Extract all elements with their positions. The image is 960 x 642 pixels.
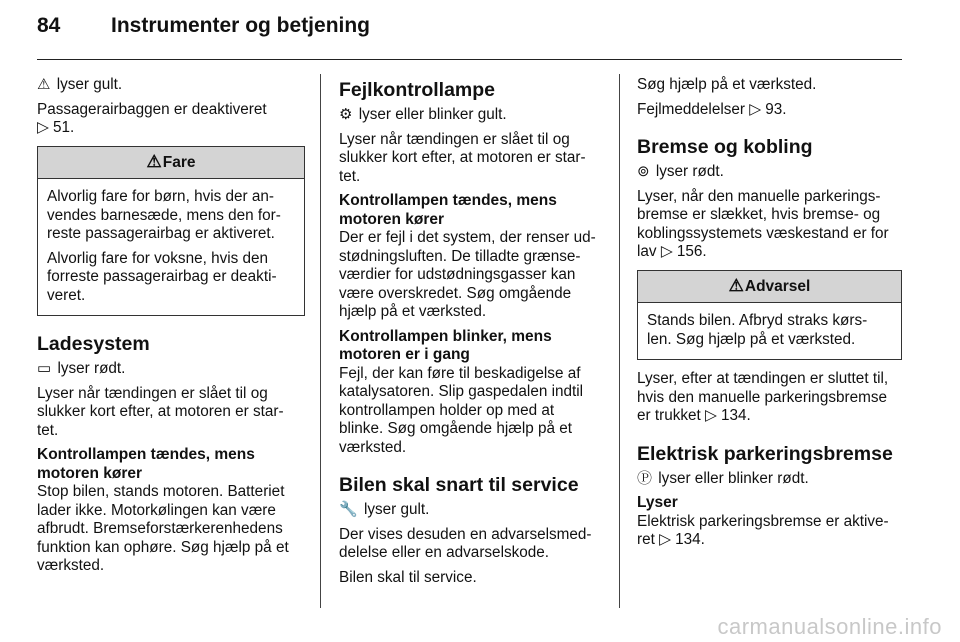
service-text-2: Bilen skal til service. [339,568,477,586]
fejl-subtext-1: Der er fejl i det system, der renser ud- stødningsluften. De tilladte grænse- værdier for udstødningsgasser kan være overskredet. Søg omgående hjælp på et værksted. [339,229,596,320]
engine-icon: ⚙ [339,106,353,123]
advarsel-warning-box [637,270,902,361]
ref-arrow-icon: ▷ [660,243,673,260]
header-rule [37,59,902,60]
lyser-heading: Lyser [637,494,678,511]
airbag-off-icon: ⚠ [37,76,51,93]
bremse-heading: Bremse og kobling [637,136,813,158]
advarsel-text: Stands bilen. Afbryd straks kørs- len. Søg hjælp på et værksted. [647,312,868,348]
bremse-status-line: ⊚ lyser rødt. [637,163,724,180]
fejl-subheading-2: Kontrollampen blinker, mens motoren er i gang [339,327,552,363]
page-number: 84 [37,14,61,37]
service-text: Der vises desuden en advarselsmed- delelse eller en advarselskode. [339,525,592,561]
fare-text-2: Alvorlig fare for voksne, hvis den forreste passagerairbag er deakti- veret. [47,249,277,304]
column-1 [37,76,305,582]
advarsel-box-title: ⚠Advarsel [638,271,901,304]
watermark: carmanualsonline.info [717,614,942,639]
page-reference[interactable]: 51. [53,119,75,136]
service-heading: Bilen skal snart til service [339,474,579,496]
wrench-icon: 🔧 [339,501,358,518]
page-reference[interactable]: 156. [676,243,707,260]
ref-arrow-icon: ▷ [659,531,671,548]
column-3 [637,76,902,556]
fejl-subheading-1: Kontrollampen tændes, mens motoren kører [339,192,557,228]
page-reference[interactable]: 134. [675,531,705,548]
lyser-text: Elektrisk parkeringsbremse er aktive- ret ▷ 134. [637,512,889,548]
fare-warning-box [37,146,305,317]
epb-status-line: Ⓟ lyser eller blinker rødt. [637,469,809,487]
ladesystem-heading: Ladesystem [37,333,150,355]
fare-text-1: Alvorlig fare for børn, hvis der an- vendes barnesæde, mens den for- reste passagerairbag er aktiveret. [47,188,281,242]
airbag-status-line: ⚠ lyser gult. [37,76,123,93]
airbag-text: Passagerairbaggen er deaktiveret ▷ 51. [37,100,267,136]
col3-top-2: Fejlmeddelelser ▷ 93. [637,100,787,118]
column-divider [619,74,620,608]
after-box-text: Lyser, efter at tændingen er sluttet til, hvis den manuelle parkeringsbremse er trukket ▷ 134. [637,370,889,424]
ref-arrow-icon: ▷ [705,407,717,424]
page-header [37,14,370,38]
page-title: Instrumenter og betjening [111,14,371,37]
column-2 [339,76,601,593]
page-reference[interactable]: 93. [765,100,787,118]
epb-heading: Elektrisk parkeringsbremse [637,442,893,465]
ladesystem-subheading: Kontrollampen tændes, mens motoren kører [37,446,255,482]
fare-box-title: ⚠Fare [38,147,304,180]
battery-icon: ▭ [37,360,52,377]
ref-arrow-icon: ▷ [37,119,49,136]
service-status-line: 🔧 lyser gult. [339,501,430,518]
brake-icon: ⊚ [637,163,650,180]
fejl-heading: Fejlkontrollampe [339,79,496,101]
warning-triangle-icon: ⚠ [728,275,744,295]
fejl-subtext-2: Fejl, der kan føre til beskadigelse af katalysatoren. Slip gaspedalen indtil kontrollampen holder op med at blinke. Søg omgående hjælp på et værksted. [339,364,584,456]
col3-top-1: Søg hjælp på et værksted. [637,76,817,93]
fejl-status-line: ⚙ lyser eller blinker gult. [339,106,507,123]
ref-arrow-icon: ▷ [749,100,761,118]
parking-brake-icon: Ⓟ [637,469,653,487]
warning-triangle-icon: ⚠ [146,151,162,171]
bremse-text: Lyser, når den manuelle parkerings- bremse er slækket, hvis bremse- og koblingssystemets væskestand er for lav ▷ 156. [637,187,889,260]
column-divider [320,74,321,608]
ladesystem-subtext: Stop bilen, stands motoren. Batteriet lader ikke. Motorkølingen kan være afbrudt. Bremseforstærkerenhedens funktion kan ophøre. Søg hjælp på et værksted. [37,483,289,574]
fejl-text: Lyser når tændingen er slået til og slukker kort efter, at motoren er star- tet. [339,130,586,185]
page-reference[interactable]: 134. [721,407,751,424]
ladesystem-text: Lyser når tændingen er slået til og slukker kort efter, at motoren er star- tet. [37,384,284,439]
ladesystem-status-line: ▭ lyser rødt. [37,360,126,377]
